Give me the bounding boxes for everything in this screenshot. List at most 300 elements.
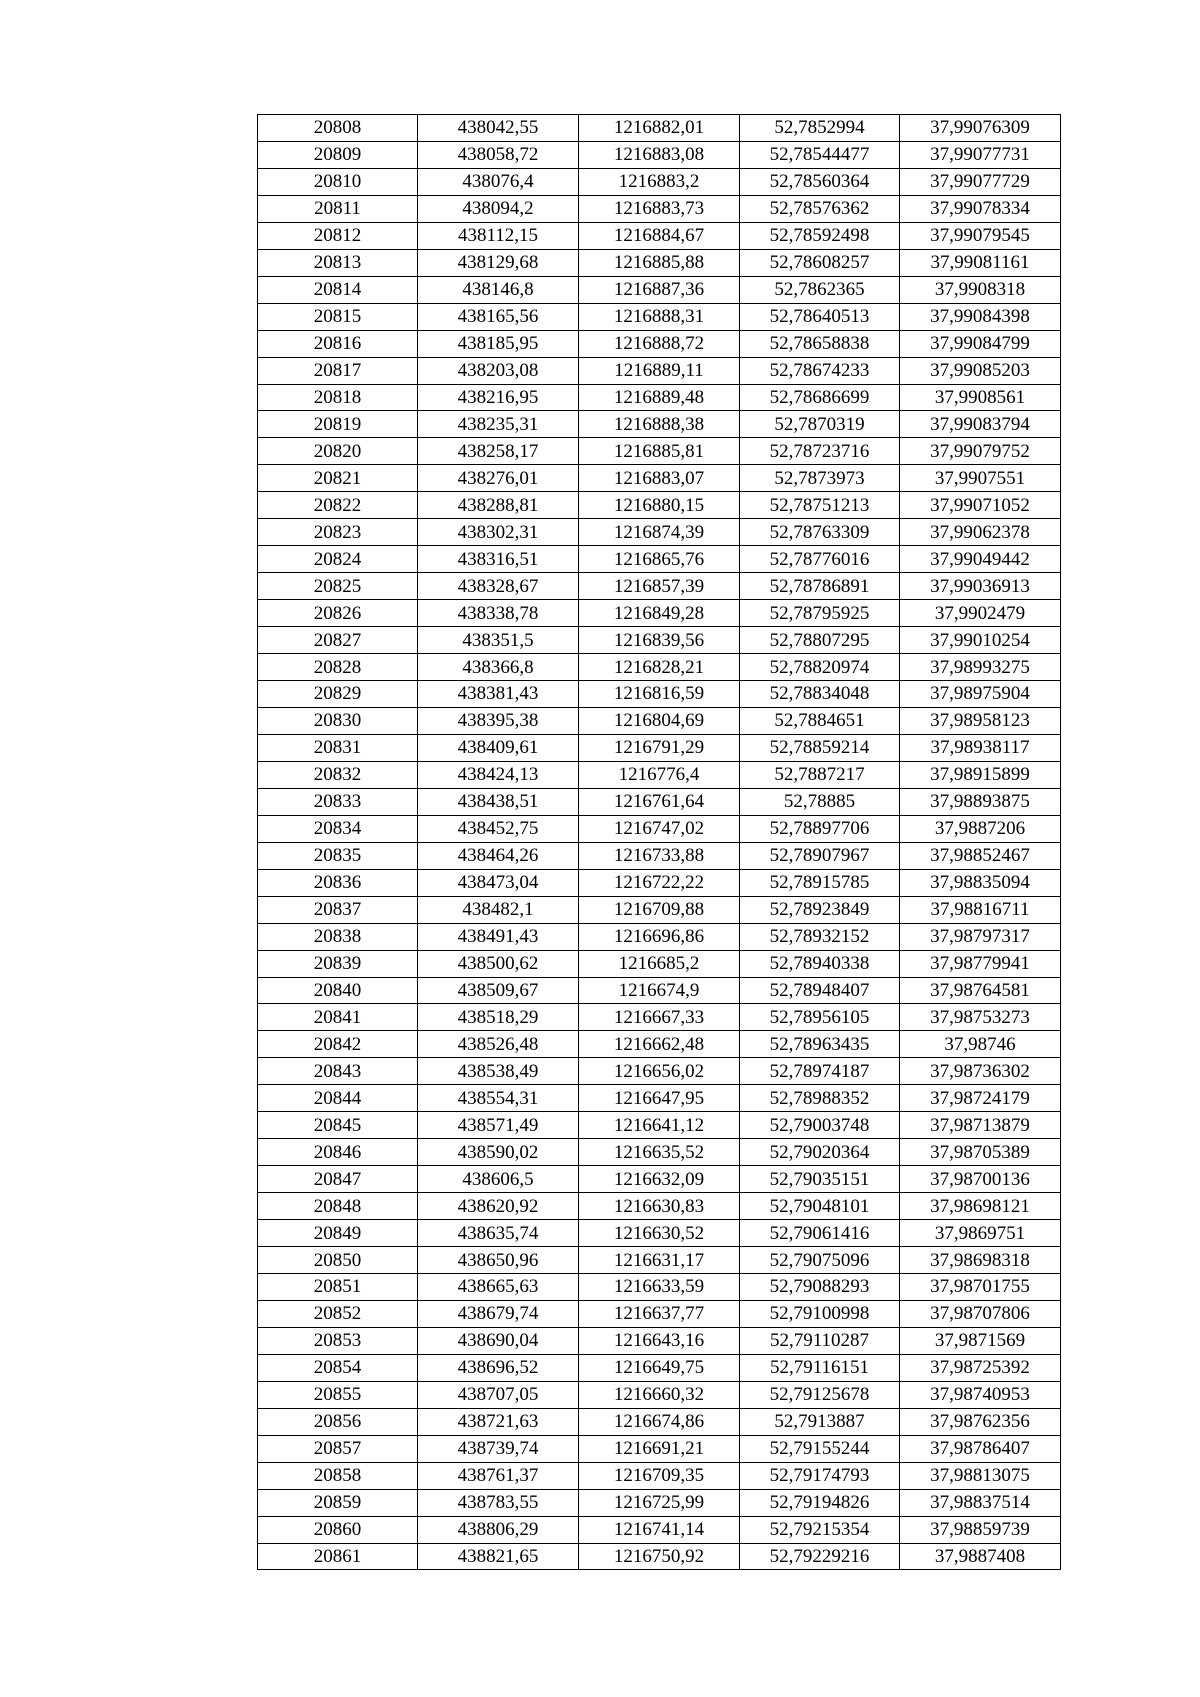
point-number-cell: 20843 [258, 1058, 418, 1085]
latitude-cell: 52,7887217 [740, 761, 900, 788]
point-number-cell: 20814 [258, 276, 418, 303]
table-row [258, 573, 1061, 600]
latitude-cell: 52,79110287 [740, 1327, 900, 1354]
point-number-cell: 20834 [258, 815, 418, 842]
table-row [258, 1300, 1061, 1327]
y-coordinate-cell: 1216725,99 [579, 1489, 740, 1516]
longitude-cell: 37,98975904 [900, 681, 1061, 708]
y-coordinate-cell: 1216889,48 [579, 384, 740, 411]
x-coordinate-cell: 438739,74 [418, 1435, 579, 1462]
y-coordinate-cell: 1216885,88 [579, 249, 740, 276]
longitude-cell: 37,98724179 [900, 1085, 1061, 1112]
latitude-cell: 52,78640513 [740, 303, 900, 330]
x-coordinate-cell: 438620,92 [418, 1193, 579, 1220]
table-row [258, 411, 1061, 438]
point-number-cell: 20855 [258, 1381, 418, 1408]
longitude-cell: 37,9871569 [900, 1327, 1061, 1354]
x-coordinate-cell: 438696,52 [418, 1354, 579, 1381]
y-coordinate-cell: 1216804,69 [579, 707, 740, 734]
longitude-cell: 37,99076309 [900, 115, 1061, 142]
x-coordinate-cell: 438076,4 [418, 168, 579, 195]
table-row [258, 734, 1061, 761]
point-number-cell: 20854 [258, 1354, 418, 1381]
longitude-cell: 37,98859739 [900, 1516, 1061, 1543]
latitude-cell: 52,78763309 [740, 519, 900, 546]
table-row [258, 1112, 1061, 1139]
y-coordinate-cell: 1216667,33 [579, 1004, 740, 1031]
y-coordinate-cell: 1216857,39 [579, 573, 740, 600]
x-coordinate-cell: 438381,43 [418, 681, 579, 708]
latitude-cell: 52,78907967 [740, 842, 900, 869]
x-coordinate-cell: 438129,68 [418, 249, 579, 276]
table-row [258, 977, 1061, 1004]
latitude-cell: 52,79035151 [740, 1166, 900, 1193]
x-coordinate-cell: 438438,51 [418, 788, 579, 815]
table-row [258, 869, 1061, 896]
longitude-cell: 37,98786407 [900, 1435, 1061, 1462]
latitude-cell: 52,79194826 [740, 1489, 900, 1516]
y-coordinate-cell: 1216885,81 [579, 438, 740, 465]
x-coordinate-cell: 438590,02 [418, 1139, 579, 1166]
table-row [258, 546, 1061, 573]
point-number-cell: 20853 [258, 1327, 418, 1354]
x-coordinate-cell: 438518,29 [418, 1004, 579, 1031]
y-coordinate-cell: 1216849,28 [579, 600, 740, 627]
point-number-cell: 20841 [258, 1004, 418, 1031]
latitude-cell: 52,78544477 [740, 141, 900, 168]
point-number-cell: 20833 [258, 788, 418, 815]
y-coordinate-cell: 1216865,76 [579, 546, 740, 573]
latitude-cell: 52,79048101 [740, 1193, 900, 1220]
y-coordinate-cell: 1216761,64 [579, 788, 740, 815]
y-coordinate-cell: 1216884,67 [579, 222, 740, 249]
table-row [258, 681, 1061, 708]
x-coordinate-cell: 438258,17 [418, 438, 579, 465]
x-coordinate-cell: 438679,74 [418, 1300, 579, 1327]
table-row [258, 141, 1061, 168]
table-row [258, 788, 1061, 815]
latitude-cell: 52,78885 [740, 788, 900, 815]
longitude-cell: 37,98938117 [900, 734, 1061, 761]
latitude-cell: 52,78674233 [740, 357, 900, 384]
x-coordinate-cell: 438351,5 [418, 627, 579, 654]
table-row [258, 115, 1061, 142]
point-number-cell: 20816 [258, 330, 418, 357]
y-coordinate-cell: 1216883,73 [579, 195, 740, 222]
longitude-cell: 37,9907551 [900, 465, 1061, 492]
x-coordinate-cell: 438721,63 [418, 1408, 579, 1435]
table-row [258, 330, 1061, 357]
point-number-cell: 20839 [258, 950, 418, 977]
point-number-cell: 20857 [258, 1435, 418, 1462]
x-coordinate-cell: 438409,61 [418, 734, 579, 761]
point-number-cell: 20847 [258, 1166, 418, 1193]
latitude-cell: 52,78576362 [740, 195, 900, 222]
y-coordinate-cell: 1216882,01 [579, 115, 740, 142]
point-number-cell: 20851 [258, 1273, 418, 1300]
y-coordinate-cell: 1216685,2 [579, 950, 740, 977]
longitude-cell: 37,99036913 [900, 573, 1061, 600]
x-coordinate-cell: 438806,29 [418, 1516, 579, 1543]
x-coordinate-cell: 438635,74 [418, 1220, 579, 1247]
point-number-cell: 20811 [258, 195, 418, 222]
longitude-cell: 37,98852467 [900, 842, 1061, 869]
y-coordinate-cell: 1216635,52 [579, 1139, 740, 1166]
x-coordinate-cell: 438606,5 [418, 1166, 579, 1193]
longitude-cell: 37,9908318 [900, 276, 1061, 303]
point-number-cell: 20846 [258, 1139, 418, 1166]
point-number-cell: 20831 [258, 734, 418, 761]
y-coordinate-cell: 1216632,09 [579, 1166, 740, 1193]
longitude-cell: 37,99084799 [900, 330, 1061, 357]
x-coordinate-cell: 438554,31 [418, 1085, 579, 1112]
x-coordinate-cell: 438302,31 [418, 519, 579, 546]
table-row [258, 600, 1061, 627]
table-row [258, 1327, 1061, 1354]
y-coordinate-cell: 1216643,16 [579, 1327, 740, 1354]
longitude-cell: 37,98701755 [900, 1273, 1061, 1300]
point-number-cell: 20820 [258, 438, 418, 465]
latitude-cell: 52,7852994 [740, 115, 900, 142]
y-coordinate-cell: 1216633,59 [579, 1273, 740, 1300]
latitude-cell: 52,78834048 [740, 681, 900, 708]
y-coordinate-cell: 1216828,21 [579, 654, 740, 681]
longitude-cell: 37,98915899 [900, 761, 1061, 788]
y-coordinate-cell: 1216630,52 [579, 1220, 740, 1247]
point-number-cell: 20818 [258, 384, 418, 411]
point-number-cell: 20835 [258, 842, 418, 869]
table-row [258, 1435, 1061, 1462]
longitude-cell: 37,98797317 [900, 923, 1061, 950]
table-row [258, 1273, 1061, 1300]
longitude-cell: 37,9887206 [900, 815, 1061, 842]
table-row [258, 1462, 1061, 1489]
longitude-cell: 37,98746 [900, 1031, 1061, 1058]
latitude-cell: 52,78897706 [740, 815, 900, 842]
x-coordinate-cell: 438509,67 [418, 977, 579, 1004]
point-number-cell: 20823 [258, 519, 418, 546]
point-number-cell: 20824 [258, 546, 418, 573]
longitude-cell: 37,9887408 [900, 1543, 1061, 1570]
x-coordinate-cell: 438707,05 [418, 1381, 579, 1408]
point-number-cell: 20838 [258, 923, 418, 950]
point-number-cell: 20856 [258, 1408, 418, 1435]
longitude-cell: 37,9908561 [900, 384, 1061, 411]
point-number-cell: 20829 [258, 681, 418, 708]
longitude-cell: 37,98835094 [900, 869, 1061, 896]
x-coordinate-cell: 438203,08 [418, 357, 579, 384]
latitude-cell: 52,79174793 [740, 1462, 900, 1489]
longitude-cell: 37,99077731 [900, 141, 1061, 168]
longitude-cell: 37,9902479 [900, 600, 1061, 627]
x-coordinate-cell: 438452,75 [418, 815, 579, 842]
table-row [258, 1247, 1061, 1274]
latitude-cell: 52,78963435 [740, 1031, 900, 1058]
x-coordinate-cell: 438690,04 [418, 1327, 579, 1354]
y-coordinate-cell: 1216883,07 [579, 465, 740, 492]
latitude-cell: 52,79116151 [740, 1354, 900, 1381]
x-coordinate-cell: 438338,78 [418, 600, 579, 627]
longitude-cell: 37,99078334 [900, 195, 1061, 222]
latitude-cell: 52,7862365 [740, 276, 900, 303]
x-coordinate-cell: 438165,56 [418, 303, 579, 330]
latitude-cell: 52,78956105 [740, 1004, 900, 1031]
table-row [258, 761, 1061, 788]
latitude-cell: 52,7873973 [740, 465, 900, 492]
table-row [258, 1004, 1061, 1031]
longitude-cell: 37,99085203 [900, 357, 1061, 384]
y-coordinate-cell: 1216722,22 [579, 869, 740, 896]
longitude-cell: 37,99079545 [900, 222, 1061, 249]
latitude-cell: 52,78915785 [740, 869, 900, 896]
table-row [258, 1139, 1061, 1166]
longitude-cell: 37,98698121 [900, 1193, 1061, 1220]
y-coordinate-cell: 1216888,72 [579, 330, 740, 357]
point-number-cell: 20815 [258, 303, 418, 330]
table-row [258, 222, 1061, 249]
x-coordinate-cell: 438185,95 [418, 330, 579, 357]
y-coordinate-cell: 1216641,12 [579, 1112, 740, 1139]
point-number-cell: 20830 [258, 707, 418, 734]
latitude-cell: 52,79100998 [740, 1300, 900, 1327]
y-coordinate-cell: 1216888,38 [579, 411, 740, 438]
x-coordinate-cell: 438761,37 [418, 1462, 579, 1489]
table-row [258, 1058, 1061, 1085]
latitude-cell: 52,78560364 [740, 168, 900, 195]
coordinates-table [257, 114, 1061, 1570]
x-coordinate-cell: 438276,01 [418, 465, 579, 492]
longitude-cell: 37,98779941 [900, 950, 1061, 977]
point-number-cell: 20860 [258, 1516, 418, 1543]
x-coordinate-cell: 438650,96 [418, 1247, 579, 1274]
x-coordinate-cell: 438216,95 [418, 384, 579, 411]
y-coordinate-cell: 1216660,32 [579, 1381, 740, 1408]
longitude-cell: 37,98707806 [900, 1300, 1061, 1327]
latitude-cell: 52,79215354 [740, 1516, 900, 1543]
y-coordinate-cell: 1216674,86 [579, 1408, 740, 1435]
latitude-cell: 52,79020364 [740, 1139, 900, 1166]
table-row [258, 815, 1061, 842]
x-coordinate-cell: 438783,55 [418, 1489, 579, 1516]
point-number-cell: 20858 [258, 1462, 418, 1489]
point-number-cell: 20842 [258, 1031, 418, 1058]
longitude-cell: 37,98764581 [900, 977, 1061, 1004]
point-number-cell: 20812 [258, 222, 418, 249]
table-row [258, 627, 1061, 654]
table-row [258, 1354, 1061, 1381]
latitude-cell: 52,78592498 [740, 222, 900, 249]
y-coordinate-cell: 1216883,08 [579, 141, 740, 168]
point-number-cell: 20810 [258, 168, 418, 195]
x-coordinate-cell: 438821,65 [418, 1543, 579, 1570]
latitude-cell: 52,78658838 [740, 330, 900, 357]
point-number-cell: 20819 [258, 411, 418, 438]
point-number-cell: 20845 [258, 1112, 418, 1139]
point-number-cell: 20844 [258, 1085, 418, 1112]
point-number-cell: 20852 [258, 1300, 418, 1327]
table-row [258, 1408, 1061, 1435]
table-row [258, 1381, 1061, 1408]
x-coordinate-cell: 438366,8 [418, 654, 579, 681]
x-coordinate-cell: 438395,38 [418, 707, 579, 734]
longitude-cell: 37,98813075 [900, 1462, 1061, 1489]
latitude-cell: 52,78686699 [740, 384, 900, 411]
latitude-cell: 52,78807295 [740, 627, 900, 654]
latitude-cell: 52,78608257 [740, 249, 900, 276]
latitude-cell: 52,78820974 [740, 654, 900, 681]
table-row [258, 923, 1061, 950]
x-coordinate-cell: 438571,49 [418, 1112, 579, 1139]
longitude-cell: 37,98725392 [900, 1354, 1061, 1381]
x-coordinate-cell: 438094,2 [418, 195, 579, 222]
latitude-cell: 52,7870319 [740, 411, 900, 438]
longitude-cell: 37,98893875 [900, 788, 1061, 815]
latitude-cell: 52,79155244 [740, 1435, 900, 1462]
latitude-cell: 52,78859214 [740, 734, 900, 761]
longitude-cell: 37,98993275 [900, 654, 1061, 681]
x-coordinate-cell: 438491,43 [418, 923, 579, 950]
point-number-cell: 20828 [258, 654, 418, 681]
y-coordinate-cell: 1216631,17 [579, 1247, 740, 1274]
y-coordinate-cell: 1216674,9 [579, 977, 740, 1004]
longitude-cell: 37,99084398 [900, 303, 1061, 330]
latitude-cell: 52,78723716 [740, 438, 900, 465]
table-row [258, 896, 1061, 923]
point-number-cell: 20848 [258, 1193, 418, 1220]
point-number-cell: 20859 [258, 1489, 418, 1516]
table-row [258, 1193, 1061, 1220]
longitude-cell: 37,99079752 [900, 438, 1061, 465]
longitude-cell: 37,98958123 [900, 707, 1061, 734]
y-coordinate-cell: 1216816,59 [579, 681, 740, 708]
point-number-cell: 20808 [258, 115, 418, 142]
y-coordinate-cell: 1216887,36 [579, 276, 740, 303]
latitude-cell: 52,79088293 [740, 1273, 900, 1300]
point-number-cell: 20840 [258, 977, 418, 1004]
point-number-cell: 20809 [258, 141, 418, 168]
latitude-cell: 52,78776016 [740, 546, 900, 573]
x-coordinate-cell: 438424,13 [418, 761, 579, 788]
y-coordinate-cell: 1216647,95 [579, 1085, 740, 1112]
table-row [258, 303, 1061, 330]
y-coordinate-cell: 1216839,56 [579, 627, 740, 654]
table-row [258, 249, 1061, 276]
latitude-cell: 52,78751213 [740, 492, 900, 519]
point-number-cell: 20827 [258, 627, 418, 654]
x-coordinate-cell: 438328,67 [418, 573, 579, 600]
longitude-cell: 37,9869751 [900, 1220, 1061, 1247]
table-row [258, 1166, 1061, 1193]
longitude-cell: 37,99081161 [900, 249, 1061, 276]
x-coordinate-cell: 438288,81 [418, 492, 579, 519]
latitude-cell: 52,78786891 [740, 573, 900, 600]
latitude-cell: 52,79125678 [740, 1381, 900, 1408]
latitude-cell: 52,78948407 [740, 977, 900, 1004]
y-coordinate-cell: 1216691,21 [579, 1435, 740, 1462]
table-row [258, 1516, 1061, 1543]
y-coordinate-cell: 1216656,02 [579, 1058, 740, 1085]
y-coordinate-cell: 1216747,02 [579, 815, 740, 842]
point-number-cell: 20822 [258, 492, 418, 519]
table-row [258, 1489, 1061, 1516]
y-coordinate-cell: 1216880,15 [579, 492, 740, 519]
latitude-cell: 52,79075096 [740, 1247, 900, 1274]
y-coordinate-cell: 1216776,4 [579, 761, 740, 788]
longitude-cell: 37,98698318 [900, 1247, 1061, 1274]
x-coordinate-cell: 438235,31 [418, 411, 579, 438]
longitude-cell: 37,99071052 [900, 492, 1061, 519]
table-row [258, 438, 1061, 465]
y-coordinate-cell: 1216791,29 [579, 734, 740, 761]
longitude-cell: 37,98753273 [900, 1004, 1061, 1031]
y-coordinate-cell: 1216883,2 [579, 168, 740, 195]
table-row [258, 195, 1061, 222]
table-row [258, 1031, 1061, 1058]
table-row [258, 276, 1061, 303]
longitude-cell: 37,98762356 [900, 1408, 1061, 1435]
longitude-cell: 37,99049442 [900, 546, 1061, 573]
table-row [258, 1085, 1061, 1112]
latitude-cell: 52,79061416 [740, 1220, 900, 1247]
x-coordinate-cell: 438464,26 [418, 842, 579, 869]
point-number-cell: 20825 [258, 573, 418, 600]
table-row [258, 492, 1061, 519]
y-coordinate-cell: 1216741,14 [579, 1516, 740, 1543]
y-coordinate-cell: 1216874,39 [579, 519, 740, 546]
longitude-cell: 37,98713879 [900, 1112, 1061, 1139]
latitude-cell: 52,79003748 [740, 1112, 900, 1139]
longitude-cell: 37,98816711 [900, 896, 1061, 923]
x-coordinate-cell: 438042,55 [418, 115, 579, 142]
table-row [258, 1220, 1061, 1247]
latitude-cell: 52,78795925 [740, 600, 900, 627]
x-coordinate-cell: 438482,1 [418, 896, 579, 923]
table-row [258, 519, 1061, 546]
y-coordinate-cell: 1216889,11 [579, 357, 740, 384]
y-coordinate-cell: 1216709,88 [579, 896, 740, 923]
y-coordinate-cell: 1216662,48 [579, 1031, 740, 1058]
x-coordinate-cell: 438146,8 [418, 276, 579, 303]
point-number-cell: 20836 [258, 869, 418, 896]
table-row [258, 1543, 1061, 1570]
table-row [258, 950, 1061, 977]
longitude-cell: 37,98700136 [900, 1166, 1061, 1193]
longitude-cell: 37,99062378 [900, 519, 1061, 546]
table-row [258, 357, 1061, 384]
x-coordinate-cell: 438538,49 [418, 1058, 579, 1085]
x-coordinate-cell: 438112,15 [418, 222, 579, 249]
table-row [258, 654, 1061, 681]
latitude-cell: 52,78932152 [740, 923, 900, 950]
y-coordinate-cell: 1216630,83 [579, 1193, 740, 1220]
table-row [258, 707, 1061, 734]
x-coordinate-cell: 438316,51 [418, 546, 579, 573]
y-coordinate-cell: 1216709,35 [579, 1462, 740, 1489]
x-coordinate-cell: 438473,04 [418, 869, 579, 896]
coordinates-table-body [258, 115, 1061, 1570]
longitude-cell: 37,98705389 [900, 1139, 1061, 1166]
longitude-cell: 37,99083794 [900, 411, 1061, 438]
longitude-cell: 37,98736302 [900, 1058, 1061, 1085]
y-coordinate-cell: 1216637,77 [579, 1300, 740, 1327]
x-coordinate-cell: 438058,72 [418, 141, 579, 168]
latitude-cell: 52,7913887 [740, 1408, 900, 1435]
point-number-cell: 20861 [258, 1543, 418, 1570]
table-row [258, 842, 1061, 869]
longitude-cell: 37,98740953 [900, 1381, 1061, 1408]
table-row [258, 384, 1061, 411]
point-number-cell: 20826 [258, 600, 418, 627]
